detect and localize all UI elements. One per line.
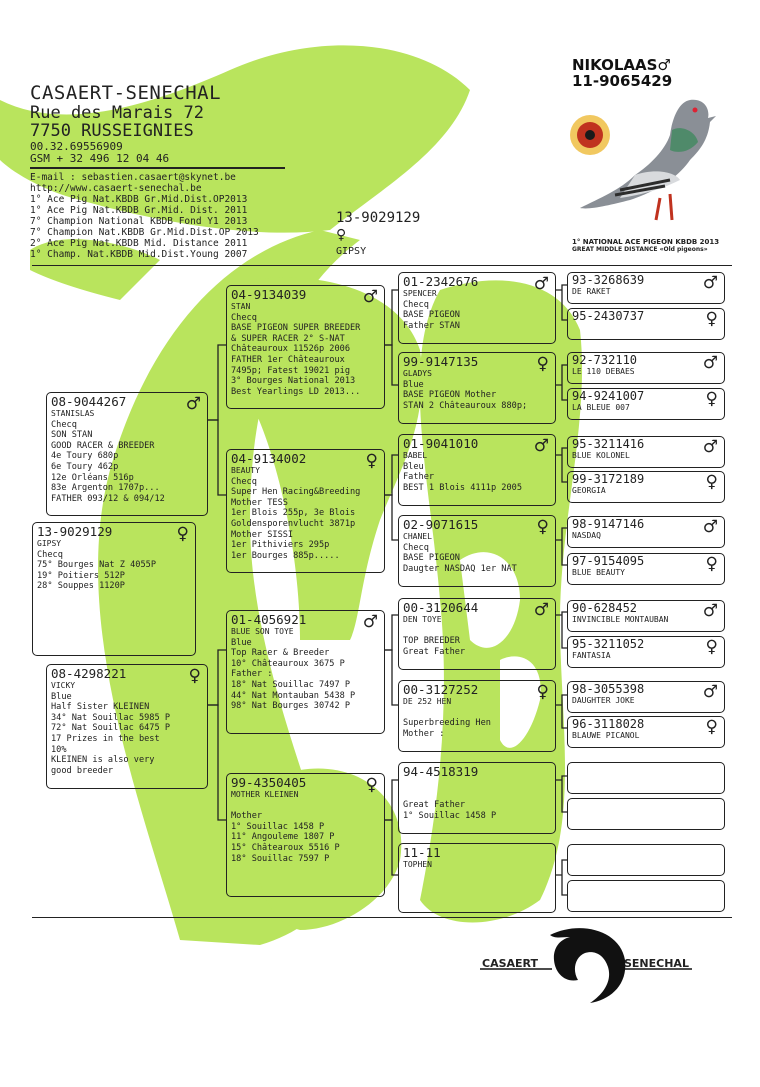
ring-number: 94-9241007 [572, 389, 645, 403]
breeder-city: 7750 RUSSEIGNIES [30, 121, 194, 141]
contact-email[interactable]: E-mail : sebastien.casaert@skynet.be [30, 172, 236, 183]
info-line: Checq [231, 312, 257, 323]
info-line: Father : [231, 669, 273, 680]
info-line: Top Racer & Breeder [231, 648, 330, 659]
info-line: Daugter NASDAQ 1er NAT [403, 563, 517, 574]
pedigree-card-g5-1[interactable] [567, 272, 725, 304]
male-icon: ♂ [702, 601, 718, 621]
pedigree-card-sire[interactable] [46, 392, 208, 516]
info-line: Father STAN [403, 320, 460, 331]
info-line: BASE PIGEON SUPER BREEDER [231, 323, 361, 334]
female-icon: ♀ [705, 389, 718, 409]
pedigree-card-dsd[interactable] [398, 680, 556, 752]
pigeon-name: BEAUTY [231, 466, 260, 475]
pigeon-name: DAUGHTER JOKE [572, 696, 635, 705]
pedigree-card-g5-10[interactable] [567, 636, 725, 668]
pigeon-name: DE 252 HEN [403, 697, 452, 706]
pigeon-name: GEORGIA [572, 486, 606, 495]
ring-number: 04-9134002 [231, 451, 307, 466]
ring-number: 98-3055398 [572, 682, 645, 696]
pedigree-card-g5-9[interactable] [567, 600, 725, 632]
info-line: 28° Souppes 1120P [37, 581, 125, 592]
info-line [403, 708, 551, 719]
male-icon: ♂ [533, 600, 549, 620]
pigeon-name: DEN TOYE [403, 615, 442, 624]
ring-number: 97-9154095 [572, 554, 645, 568]
pedigree-card-self[interactable] [32, 522, 196, 656]
info-line: 75° Bourges Nat Z 4055P [37, 560, 156, 571]
pedigree-card-g5-12[interactable] [567, 716, 725, 748]
info-line: Bleu [403, 461, 424, 472]
info-line: Goldensporenvlucht 3871p [231, 518, 356, 529]
ring-number: 99-9147135 [403, 354, 479, 369]
female-icon: ♀ [705, 554, 718, 574]
info-line: 18° Nat Souillac 7497 P [231, 679, 350, 690]
info-line: BASE PIGEON [403, 310, 460, 321]
info-line: 1er Blois 255p, 3e Blois [231, 508, 356, 519]
pedigree-card-g5-11[interactable] [567, 681, 725, 713]
pigeon-name: LE 110 DEBAES [572, 367, 635, 376]
pedigree-card-ddd[interactable] [398, 843, 556, 913]
achievement-1: 1° Ace Pig Nat.KBDB Gr.Mid.Dist.OP2013 [30, 194, 248, 205]
info-line: Checq [231, 476, 257, 487]
pedigree-card-dss[interactable] [398, 598, 556, 670]
info-line: 44° Nat Montauban 5438 P [231, 690, 356, 701]
ring-number: 08-4298221 [51, 666, 127, 681]
info-line: Half Sister KLEINEN [51, 702, 150, 713]
ring-number: 99-4350405 [231, 775, 307, 790]
ring-number: 11-11 [403, 845, 441, 860]
info-line: 72° Nat Souillac 6475 P [51, 723, 170, 734]
subject-name: GIPSY [336, 246, 367, 257]
info-line: BASE PIGEON [403, 553, 460, 564]
pedigree-top-divider [32, 265, 732, 266]
info-line: 98° Nat Bourges 30742 P [231, 701, 350, 712]
pedigree-bottom-divider [32, 917, 732, 918]
info-line: 7495p; Fatest 19021 pig [231, 365, 350, 376]
featured-pigeon-title [572, 238, 722, 254]
achievement-4: 7° Champion Nat.KBDB Gr.Mid.Dist.OP 2013 [30, 227, 259, 238]
male-icon: ♂ [702, 353, 718, 373]
info-line [231, 801, 380, 812]
pedigree-card-dds[interactable] [398, 762, 556, 834]
pigeon-name: BLUE KOLONEL [572, 451, 630, 460]
info-line: Mother TESS [231, 497, 288, 508]
male-icon: ♂ [702, 273, 718, 293]
info-line [403, 790, 551, 801]
ring-number: 08-9044267 [51, 394, 127, 409]
ring-number: 95-3211052 [572, 637, 645, 651]
info-line: 11° Angouleme 1807 P [231, 832, 335, 843]
info-line: Checq [37, 549, 63, 560]
male-icon: ♂ [533, 274, 549, 294]
info-line: FATHER 093/12 & 094/12 [51, 493, 165, 504]
achievement-2: 1° Ace Pig Nat.KBDB Gr.Mid. Dist. 2011 [30, 205, 248, 216]
achievement-5: 2° Ace Pig Nat.KBDB Mid. Distance 2011 [30, 238, 248, 249]
info-line: 1° Souillac 1458 P [403, 810, 497, 821]
pigeon-name: MOTHER KLEINEN [231, 790, 299, 799]
info-line: BASE PIGEON Mother [403, 390, 497, 401]
contact-list [30, 172, 259, 260]
male-icon: ♂ [362, 287, 378, 307]
female-icon: ♀ [365, 775, 378, 795]
breeder-name: CASAERT-SENECHAL [30, 82, 222, 104]
pigeon-name: BABEL [403, 451, 428, 460]
featured-pigeon-ring: 11-9065429 [572, 72, 673, 90]
pedigree-card-g5-6[interactable] [567, 471, 725, 503]
info-line: 18° Souillac 7597 P [231, 853, 330, 864]
info-line: Checq [403, 542, 429, 553]
header-divider [30, 167, 285, 169]
ring-number: 92-732110 [572, 353, 638, 367]
ring-number: 00-3120644 [403, 600, 479, 615]
ring-number: 00-3127252 [403, 682, 479, 697]
pedigree-card-g5-7[interactable] [567, 516, 725, 548]
male-icon: ♂ [702, 437, 718, 457]
featured-title-line-1: 1° NATIONAL ACE PIGEON KBDB 2013 [572, 238, 720, 246]
pigeon-name [403, 779, 551, 790]
male-icon: ♂ [362, 612, 378, 632]
info-line: Great Father [403, 646, 466, 657]
pigeon-name: GIPSY [37, 539, 62, 548]
pigeon-name: GLADYS [403, 369, 432, 378]
info-line: 34° Nat Souillac 5985 P [51, 712, 170, 723]
info-line: 4e Toury 680p [51, 451, 119, 462]
pedigree-card-g5-13[interactable] [567, 762, 725, 794]
info-line: Superbreeding Hen [403, 718, 491, 729]
pigeon-name: BLUE BEAUTY [572, 568, 625, 577]
info-line: GOOD RACER & BREEDER [51, 440, 155, 451]
ring-number: 95-2430737 [572, 309, 645, 323]
pedigree-card-g5-3[interactable] [567, 352, 725, 384]
ring-number: 01-4056921 [231, 612, 307, 627]
info-line: good breeder [51, 765, 114, 776]
info-line: 1° Souillac 1458 P [231, 821, 325, 832]
female-icon: ♀ [705, 472, 718, 492]
ring-number: 93-3268639 [572, 273, 645, 287]
info-line: Blue [51, 691, 72, 702]
achievement-3: 7° Champion National KBDB Fond Y1 2013 [30, 216, 248, 227]
male-icon: ♂ [185, 394, 201, 414]
male-icon: ♂ [533, 436, 549, 456]
info-line [403, 626, 551, 637]
pedigree-card-dam-dam[interactable] [226, 773, 385, 897]
featured-title-line-2: GREAT MIDDLE DISTANCE «Old pigeons» [572, 246, 708, 253]
female-icon: ♀ [705, 637, 718, 657]
info-line: Blue [403, 379, 424, 390]
logo-text-right: SENECHAL [624, 957, 689, 970]
pedigree-card-sss[interactable] [398, 272, 556, 344]
info-line: Checq [51, 419, 77, 430]
ring-number: 04-9134039 [231, 287, 307, 302]
pedigree-card-g5-8[interactable] [567, 553, 725, 585]
pigeon-name: FANTASIA [572, 651, 611, 660]
pedigree-card-g5-4[interactable] [567, 388, 725, 420]
pigeon-name: DE RAKET [572, 287, 611, 296]
info-line: Best Yearlings LD 2013... [231, 386, 361, 397]
breeder-gsm: GSM + 32 496 12 04 46 [30, 152, 170, 165]
info-line: & SUPER RACER 2° S-NAT [231, 333, 345, 344]
ring-number: 90-628452 [572, 601, 638, 615]
info-line: 10% [51, 744, 67, 755]
info-line: Blue [231, 637, 252, 648]
info-line: Checq [403, 299, 429, 310]
pedigree-card-dam-sire[interactable] [226, 610, 385, 734]
ring-number: 98-9147146 [572, 517, 645, 531]
pedigree-card-sdd[interactable] [398, 515, 556, 587]
ring-number: 99-3172189 [572, 472, 645, 486]
female-icon: ♀ [188, 666, 201, 686]
info-line: Mother SISSI [231, 529, 294, 540]
female-icon: ♀ [536, 517, 549, 537]
info-line: 10° Châteauroux 3675 P [231, 658, 345, 669]
pigeon-name: CHANEL [403, 532, 432, 541]
info-line: 1er Bourges 885p..... [231, 550, 340, 561]
subject-ring: 13-9029129 [336, 210, 421, 226]
female-icon: ♀ [536, 354, 549, 374]
ring-number: 94-4518319 [403, 764, 479, 779]
info-line: TOP BREEDER [403, 636, 460, 647]
info-line: Super Hen Racing&Breeding [231, 487, 361, 498]
ring-number: 95-3211416 [572, 437, 645, 451]
info-line: 12e Orléans 516p [51, 472, 134, 483]
info-line: 17 Prizes in the best [51, 733, 160, 744]
pedigree-card-sds[interactable] [398, 434, 556, 506]
pigeon-name: STANISLAS [51, 409, 95, 418]
ring-number: 02-9071615 [403, 517, 479, 532]
info-line: BEST 1 Blois 4111p 2005 [403, 482, 522, 493]
achievement-6: 1° Champ. Nat.KBDB Mid.Dist.Young 2007 [30, 249, 248, 260]
info-line: Châteauroux 11526p 2006 [231, 344, 350, 355]
pigeon-name: BLUE SON TOYE [231, 627, 294, 636]
info-line: Mother [231, 811, 263, 822]
pedigree-card-sire-dam[interactable] [226, 449, 385, 573]
female-icon: ♀ [705, 309, 718, 329]
pedigree-card-g5-15[interactable] [567, 844, 725, 876]
info-line: 6e Toury 462p [51, 461, 119, 472]
ring-number: 96-3118028 [572, 717, 645, 731]
pigeon-name: BLAUWE PICANOL [572, 731, 640, 740]
pedigree-card-g5-5[interactable] [567, 436, 725, 468]
pigeon-name: SPENCER [403, 289, 437, 298]
pedigree-card-sire-sire[interactable] [226, 285, 385, 409]
info-line: Mother : [403, 728, 445, 739]
pigeon-name: LA BLEUE 007 [572, 403, 630, 412]
info-line: STAN 2 Châteauroux 880p; [403, 400, 528, 411]
info-line: 3° Bourges National 2013 [231, 376, 356, 387]
pedigree-card-dam[interactable] [46, 664, 208, 789]
male-icon: ♂ [702, 517, 718, 537]
pigeon-name: INVINCIBLE MONTAUBAN [572, 615, 669, 624]
breeder-street: Rue des Marais 72 [30, 103, 204, 123]
logo-text-left: CASAERT [482, 957, 539, 970]
contact-website[interactable]: http://www.casaert-senechal.be [30, 183, 202, 194]
pedigree-card-g5-14[interactable] [567, 798, 725, 830]
breeder-phone: 00.32.69556909 [30, 140, 123, 153]
female-icon: ♀ [365, 451, 378, 471]
info-line: Great Father [403, 800, 466, 811]
info-line: SON STAN [51, 430, 93, 441]
info-line: 1er Pithiviers 295p [231, 540, 330, 551]
ring-number: 13-9029129 [37, 524, 113, 539]
pigeon-photo-icon [560, 80, 720, 235]
info-line: 83e Argenton 1707p... [51, 483, 160, 494]
male-icon: ♂ [702, 682, 718, 702]
female-icon: ♀ [536, 682, 549, 702]
info-line: KLEINEN is also very [51, 755, 155, 766]
ring-number: 01-2342676 [403, 274, 479, 289]
featured-pigeon-name: NIKOLAAS♂ [572, 56, 671, 74]
info-line: 15° Châtearoux 5516 P [231, 842, 340, 853]
female-icon: ♀ [705, 717, 718, 737]
info-line: 19° Poitiers 512P [37, 570, 125, 581]
female-icon: ♀ [336, 225, 347, 245]
pigeon-name: NASDAQ [572, 531, 601, 540]
pedigree-card-g5-2[interactable] [567, 308, 725, 340]
info-line: Father [403, 472, 435, 483]
info-line: FATHER 1er Châteauroux [231, 354, 345, 365]
pigeon-name: VICKY [51, 681, 76, 690]
ring-number: 01-9041010 [403, 436, 479, 451]
female-icon: ♀ [176, 524, 189, 544]
pedigree-card-g5-16[interactable] [567, 880, 725, 912]
pigeon-name: STAN [231, 302, 251, 311]
pigeon-name: TOPHEN [403, 860, 432, 869]
subject-pigeon [336, 211, 420, 259]
pedigree-card-ssd[interactable] [398, 352, 556, 424]
